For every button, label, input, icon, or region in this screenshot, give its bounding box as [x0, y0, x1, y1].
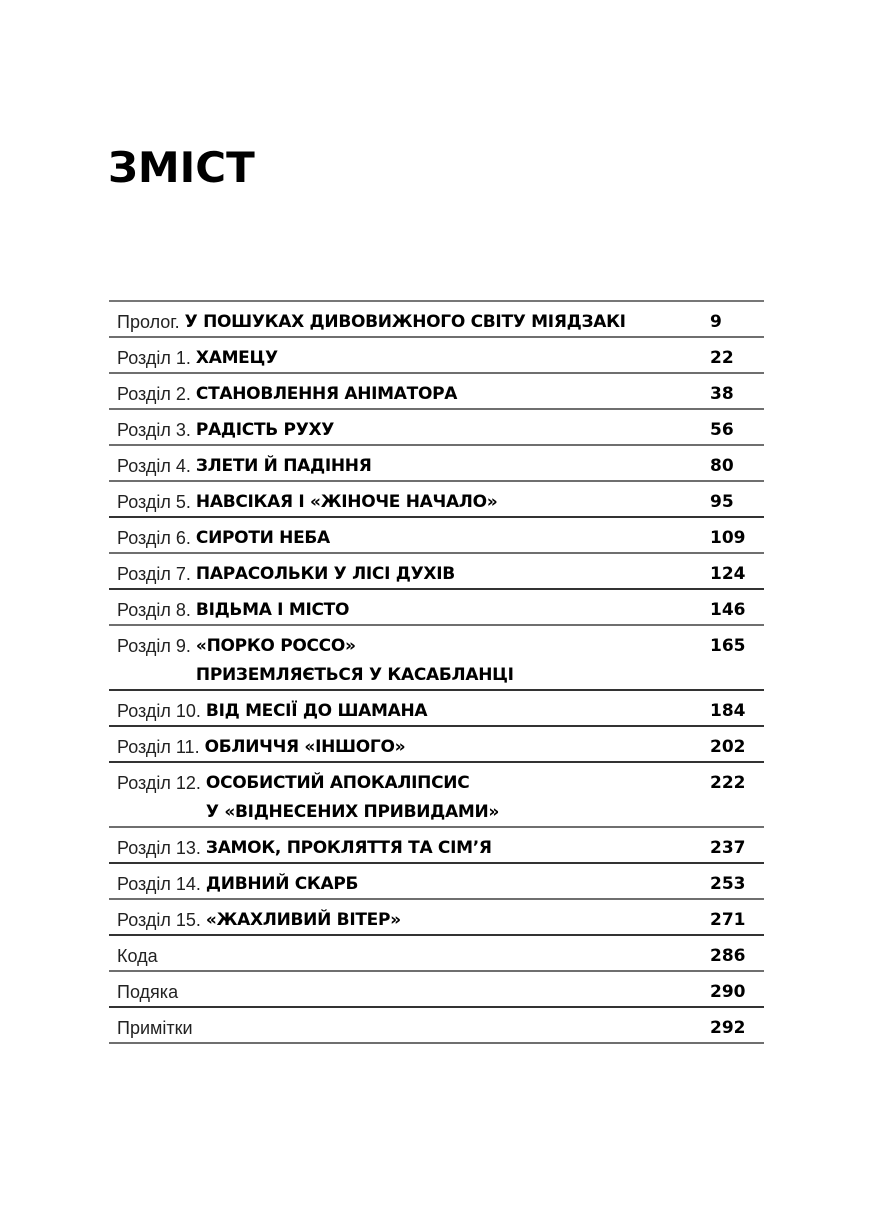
chapter-label: Подяка — [117, 982, 179, 1002]
chapter-label: Пролог. — [117, 312, 185, 332]
toc-row — [109, 590, 764, 626]
chapter-title-line: ПРИЗЕМЛЯЄТЬСЯ У КАСАБЛАНЦІ — [195, 665, 514, 685]
chapter-label: Розділ 3. — [117, 420, 196, 440]
toc-entry — [109, 978, 710, 1007]
chapter-title-line: ОСОБИСТИЙ АПОКАЛІПСИС — [205, 773, 470, 793]
chapter-label: Розділ 11. — [117, 737, 205, 757]
chapter-title-line: ВІД МЕСІЇ ДО ШАМАНА — [205, 701, 428, 721]
chapter-title-line: СТАНОВЛЕННЯ АНІМАТОРА — [195, 384, 458, 404]
chapter-title-line: ОБЛИЧЧЯ «ІНШОГО» — [204, 737, 406, 757]
toc-entry — [109, 488, 710, 517]
page-number: 292 — [710, 1018, 746, 1038]
toc-entry — [109, 344, 710, 373]
page-title: ЗМІСТ — [108, 143, 255, 192]
chapter-label: Розділ 8. — [117, 600, 196, 620]
toc-row — [109, 338, 764, 374]
chapter-label: Кода — [117, 946, 158, 966]
toc-entry — [109, 416, 710, 445]
toc-entry — [109, 870, 710, 899]
page-number: 56 — [710, 420, 734, 440]
page-number: 290 — [710, 982, 746, 1002]
toc-entry — [109, 769, 710, 827]
toc-entry — [109, 906, 710, 935]
page-number: 22 — [710, 348, 734, 368]
chapter-title-line: СИРОТИ НЕБА — [195, 528, 330, 548]
toc-row — [109, 626, 764, 691]
page-number: 146 — [710, 600, 746, 620]
toc-row — [109, 828, 764, 864]
page-number: 184 — [710, 701, 746, 721]
toc-entry — [109, 524, 710, 553]
toc-row — [109, 374, 764, 410]
toc-row — [109, 936, 764, 972]
chapter-title-line: ДИВНИЙ СКАРБ — [205, 874, 359, 894]
chapter-title — [206, 697, 427, 726]
chapter-title-line: ЗЛЕТИ Й ПАДІННЯ — [195, 456, 372, 476]
chapter-title — [196, 416, 334, 445]
chapter-title-line: ЗАМОК, ПРОКЛЯТТЯ ТА СІМ’Я — [205, 838, 492, 858]
chapter-label: Розділ 15. — [117, 910, 206, 930]
toc-row — [109, 518, 764, 554]
toc-row — [109, 864, 764, 900]
page-number: 109 — [710, 528, 746, 548]
page-number: 222 — [710, 773, 746, 793]
chapter-title-line: У «ВІДНЕСЕНИХ ПРИВИДАМИ» — [205, 802, 500, 822]
page-number: 9 — [710, 312, 722, 332]
chapter-label: Примітки — [117, 1018, 193, 1038]
chapter-label: Розділ 6. — [117, 528, 196, 548]
chapter-title — [206, 870, 358, 899]
page-number: 80 — [710, 456, 734, 476]
chapter-title-line: ВІДЬМА І МІСТО — [195, 600, 350, 620]
chapter-title — [196, 380, 457, 409]
chapter-label: Розділ 9. — [117, 636, 196, 656]
page-number: 286 — [710, 946, 746, 966]
chapter-title-line: «ПОРКО РОССО» — [195, 636, 356, 656]
chapter-title — [196, 632, 514, 690]
toc-entry — [109, 1014, 710, 1043]
page-number: 271 — [710, 910, 746, 930]
chapter-title — [206, 834, 492, 863]
toc-row — [109, 727, 764, 763]
toc-row — [109, 900, 764, 936]
toc-row — [109, 302, 764, 338]
chapter-label: Розділ 4. — [117, 456, 196, 476]
chapter-label: Розділ 1. — [117, 348, 196, 368]
table-of-contents — [109, 300, 764, 1044]
toc-row — [109, 554, 764, 590]
chapter-label: Розділ 7. — [117, 564, 196, 584]
chapter-title — [196, 524, 330, 553]
chapter-title — [196, 488, 498, 517]
chapter-title-line: НАВСІКАЯ І «ЖІНОЧЕ НАЧАЛО» — [195, 492, 498, 512]
page-number: 165 — [710, 636, 746, 656]
chapter-title-line: У ПОШУКАХ ДИВОВИЖНОГО СВІТУ МІЯДЗАКІ — [184, 312, 626, 332]
chapter-label: Розділ 13. — [117, 838, 206, 858]
chapter-title-line: ПАРАСОЛЬКИ У ЛІСІ ДУХІВ — [195, 564, 455, 584]
page-number: 202 — [710, 737, 746, 757]
toc-entry — [109, 596, 710, 625]
chapter-title — [205, 733, 406, 762]
chapter-title — [196, 344, 278, 373]
page-number: 237 — [710, 838, 746, 858]
chapter-label: Розділ 2. — [117, 384, 196, 404]
toc-row — [109, 410, 764, 446]
toc-entry — [109, 733, 710, 762]
toc-row — [109, 1008, 764, 1044]
chapter-title — [206, 906, 401, 935]
chapter-title — [206, 769, 499, 827]
chapter-label: Розділ 12. — [117, 773, 206, 793]
toc-entry — [109, 560, 710, 589]
toc-entry — [109, 697, 710, 726]
toc-row — [109, 763, 764, 828]
chapter-title — [196, 560, 455, 589]
chapter-title — [185, 308, 626, 337]
chapter-title — [196, 596, 349, 625]
toc-entry — [109, 834, 710, 863]
toc-row — [109, 691, 764, 727]
page-number: 38 — [710, 384, 734, 404]
toc-row — [109, 972, 764, 1008]
page-number: 95 — [710, 492, 734, 512]
toc-entry — [109, 452, 710, 481]
chapter-title-line: РАДІСТЬ РУХУ — [195, 420, 335, 440]
chapter-label: Розділ 14. — [117, 874, 206, 894]
chapter-title — [196, 452, 372, 481]
chapter-label: Розділ 10. — [117, 701, 206, 721]
toc-entry — [109, 380, 710, 409]
toc-row — [109, 482, 764, 518]
chapter-label: Розділ 5. — [117, 492, 196, 512]
chapter-title-line: «ЖАХЛИВИЙ ВІТЕР» — [205, 910, 401, 930]
toc-row — [109, 446, 764, 482]
toc-entry — [109, 942, 710, 971]
chapter-title-line: ХАМЕЦУ — [195, 348, 278, 368]
page-number: 253 — [710, 874, 746, 894]
toc-entry — [109, 632, 710, 690]
page-number: 124 — [710, 564, 746, 584]
toc-entry — [109, 308, 710, 337]
